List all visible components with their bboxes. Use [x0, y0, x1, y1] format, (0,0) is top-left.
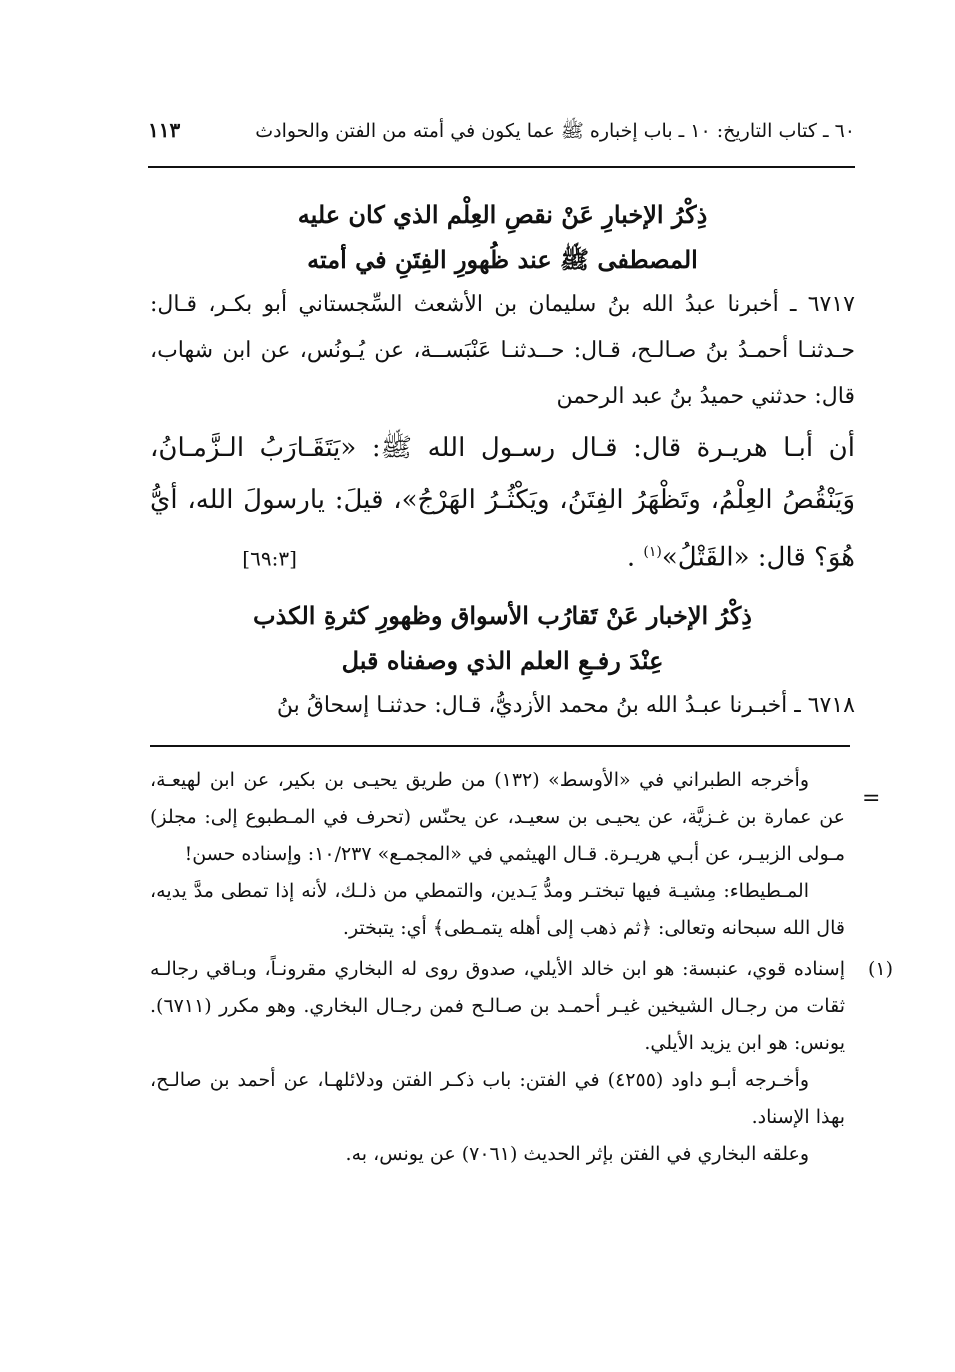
section-title-1-line2: المصطفى ﷺ عند ظُهورِ الفِتَنِ في أمته [307, 245, 698, 274]
hadith-6717-isnad: ٦٧١٧ ـ أخبرنا عبدُ الله بنُ سليمان بن الأشعث السِّجستاني أبو بكـر، قـال: حـدثنـا أحمـدُ بنُ صـالـح، قـال: حــدثنـا عَنْبَســة، عن يُـونُس، عن ابن شهاب، قال: حدثني حميدُ بنُ عبد الرحمن [150, 292, 855, 409]
section-title-2-line1: ذِكْرُ الإخبار عَنْ تَقارُب الأسواق وظهورِ كثرةِ الكذب [253, 600, 752, 630]
footnote-continued-p2: المـطيطاء: مِشيـة فيها تبختـر ومدُّ يَـدين، والتمطي من ذلـك، لأنه إذا تمطى مدَّ يديه، قال الله سبحانه وتعالى: ﴿ثم ذهب إلى أهله يتمـطى﴾ أي: يتبختر. [150, 880, 845, 939]
hadith-6717-reference: [٦٩:٣] [242, 546, 297, 571]
footnote-1-p3: وعلقه البخاري في الفتن بإثر الحديث (٧٠٦١) عن يونس، به. [345, 1143, 809, 1165]
running-head [148, 118, 855, 147]
footnote-1-p1-text: إسناده قوي، عنبسة: هو ابن خالد الأيلي، صدوق روى له البخاري مقرونـاً، وبـاقي رجالـه ثقات من رجـال الشيخين غيـر أحمـد بن صـالـح فمن رجـال البخاري. وهو مكرر (٦٧١١). يونس: هو ابن يزيد الأيلي. [150, 958, 845, 1054]
continuation-mark: = [862, 786, 881, 811]
footnote-1-number: (١) [867, 958, 893, 980]
hadith-6717-matn-text: أن أبـا هريـرة قال: قـال رسـول الله ﷺ: «يَتَقَـارَبُ الـزَّمـانُ، وَيَنْقُصُ العِلْمُ، وتَظْهَرُ الفِتَنُ، ويَكْثُـرُ الهَرْجُ»، قيلَ: يارسولَ الله، أيُّ هُوَ؟ قال: «القَتْلُ» [150, 433, 855, 573]
running-head-text: ٦٠ ـ كتاب التاريخ: ١٠ ـ باب إخباره ﷺ عما يكون في أمته من الفتن والحوادث [255, 120, 855, 142]
header-rule [148, 166, 855, 168]
page-number: ١١٣ [148, 118, 181, 142]
main-text [150, 192, 855, 729]
footnote-marker-1[interactable]: (١) [643, 544, 662, 560]
footnote-rule [150, 745, 850, 747]
hadith-6717-end-dot: . [626, 542, 636, 573]
hadith-6718-isnad: ٦٧١٨ ـ أخبـرنا عبـدُ الله بنُ محمد الأزديُّ، قـال: حدثنـا إسحاقُ بنُ [276, 692, 855, 718]
footnote-1-p1 [150, 951, 893, 1062]
footnote-1-p2: وأخـرجه أبـو داود (٤٢٥٥) في الفتن: باب ذكـر الفتن ودلائلهـا، عن أحمد بن صالـح، بهذا الإسناد. [150, 1069, 845, 1128]
footnotes [150, 762, 893, 1173]
footnote-continued-p1: وأخرجه الطبراني في «الأوسط» (١٣٢) من طريق يحيـى بن بكير، عن ابن لهيعـة، عن عمارة بن غـزيَّة، عن يحيـى بن سعيـد، عن يحنّس (تحرف في المـطبوع إلى: مجلز) مـولى الزبيـر، عن أبـي هريـرة. قـال الهيثمي في «المجمـع» ١٠/٢٣٧: وإسناده حسن! [150, 769, 845, 865]
section-title-2-line2: عِنْدَ رفـعِ العلم الذي وصفناه قبل [341, 645, 664, 675]
hadith-6717-matn [150, 422, 855, 585]
section-title-1-line1: ذِكْرُ الإخبارِ عَنْ نقصِ العِلْم الذي كان عليه [297, 200, 708, 229]
